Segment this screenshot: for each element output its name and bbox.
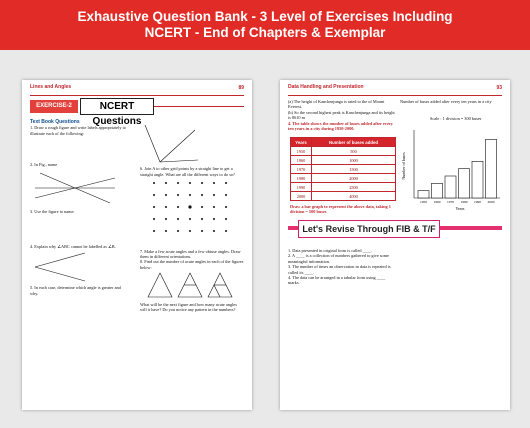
x-tick-label: 2000 xyxy=(487,200,495,204)
left-page xyxy=(22,80,252,410)
x-axis-label: Years xyxy=(455,206,465,211)
bar-2000 xyxy=(486,139,497,198)
table-row: 1960 1000 xyxy=(291,156,396,165)
fib-3: 3. The number of times an observation in data is repeated is called its ____. xyxy=(288,264,391,275)
bar-1980 xyxy=(459,169,470,198)
left-page-number: 89 xyxy=(238,85,244,91)
x-tick-label: 1960 xyxy=(433,200,441,204)
banner-line-1: Exhaustive Question Bank - 3 Level of Exercises Including xyxy=(77,9,453,24)
bar-1970 xyxy=(445,176,456,198)
exercise-label: EXERCISE-2 xyxy=(30,100,78,113)
question-6: 6. Join A to other grid points by a straight line to get a straight angle. What are all the different ways to do so? xyxy=(140,166,235,177)
x-tick-label: 1970 xyxy=(447,200,454,204)
bar-chart xyxy=(400,126,502,212)
question-8: 8. Find out the number of acute angles in each of the figures below: xyxy=(140,259,244,270)
chart-scale: Scale : 1 division = 300 buses xyxy=(430,116,482,121)
question-1: 1. Draw a rough figure and write labels appropriately to illustrate each of the following: xyxy=(30,125,126,136)
question-5: 5. In each case, determine which angle is greater and why. xyxy=(30,285,121,296)
question-7: 7. Make a few acute angles and a few obtuse angles. Draw them in different orientations. xyxy=(140,248,241,260)
question-9: What will be the next figure and how many acute angles will it have? Do you notice any pattern in the numbers? xyxy=(140,301,237,313)
lines-figure xyxy=(30,168,120,208)
table-row: 1950 500 xyxy=(291,147,396,156)
ncert-questions-title: NCERT Questions xyxy=(80,98,154,115)
left-column xyxy=(30,120,130,296)
table-row: 1970 1500 xyxy=(291,165,396,174)
fib-2: 2. A ____ is a collection of numbers gathered to give some meaningful information. xyxy=(288,253,389,264)
x-tick-label: 1980 xyxy=(460,200,468,204)
triangle-figures xyxy=(140,270,240,300)
fib-1: 1. Data presented in original form is called ____. xyxy=(288,248,373,253)
table-row: 2000 4000 xyxy=(291,192,396,201)
fib-column xyxy=(288,248,392,286)
x-tick-label: 1950 xyxy=(420,200,427,204)
bar-1950 xyxy=(418,191,429,198)
banner-line-2: NCERT - End of Chapters & Exemplar xyxy=(144,25,386,40)
bar-1960 xyxy=(432,183,443,198)
rays-figure xyxy=(140,120,200,165)
question-4: 4. Explain why ∠ABC cannot be labelled as ∠B. xyxy=(30,244,116,250)
buses-table xyxy=(290,137,396,201)
right-chapter-title: Data Handling and Presentation xyxy=(288,84,364,90)
question-4-text: 4. The table shows the number of buses added after every ten years in a city during 1950-2000. xyxy=(288,120,393,132)
y-axis-label: Number of buses xyxy=(401,152,406,180)
fib-4: 4. The data can be arranged in a tabular form using ____ marks. xyxy=(288,275,386,286)
bar-1990 xyxy=(472,161,483,198)
promo-banner xyxy=(0,0,530,50)
table-head-years: Years xyxy=(291,138,312,147)
question-3: 3. Use the figure to name: xyxy=(30,209,75,215)
left-page-header xyxy=(30,84,244,96)
left-chapter-title: Lines and Angles xyxy=(30,84,72,90)
x-tick-label: 1990 xyxy=(474,200,481,204)
question-2: 2. In Fig., name xyxy=(30,162,58,168)
table-row: 1980 2000 xyxy=(291,174,396,183)
revise-title: Let's Revise Through FIB & T/F xyxy=(298,220,440,238)
chart-title: Number of buses added after every ten years in a city xyxy=(400,99,492,104)
table-head-buses: Number of buses added xyxy=(311,138,395,147)
answer-text: Draw a bar graph to represent the above data, taking 1 division = 500 buses xyxy=(290,204,391,215)
answer-a: (a) The height of Kanchenjunga is rated to the of Mount Everest. xyxy=(288,99,385,110)
right-column xyxy=(140,120,244,312)
right-page xyxy=(280,80,510,410)
dot-grid xyxy=(140,177,240,247)
section-title: Text Book Questions xyxy=(30,119,80,125)
angle-figure xyxy=(30,250,90,284)
answer-b: (b) So the second highest peak is Kanchenjunga and its height is 8610 m xyxy=(288,109,395,121)
right-page-number: 93 xyxy=(496,85,502,91)
right-top-text xyxy=(288,99,396,131)
right-page-header xyxy=(288,84,502,96)
table-row: 1990 2500 xyxy=(291,183,396,192)
